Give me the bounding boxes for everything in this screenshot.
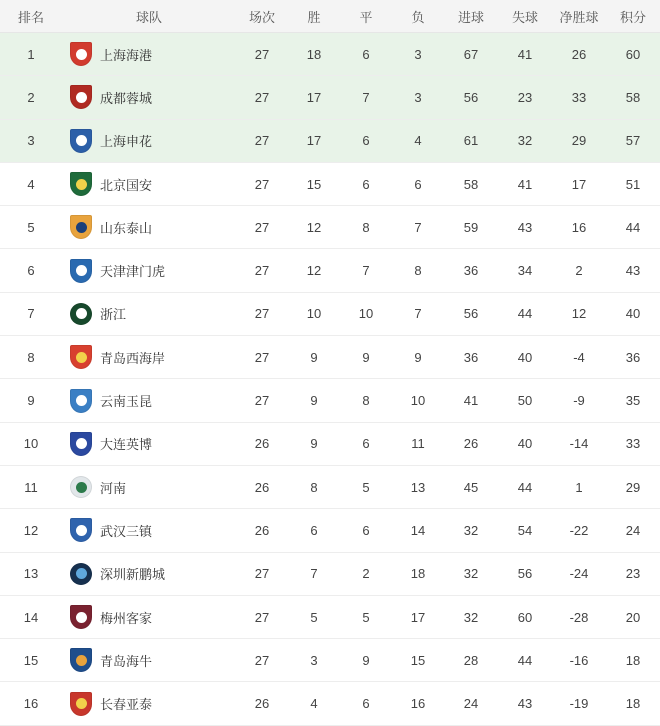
crest-inner-mark bbox=[76, 698, 87, 709]
cell-draw: 5 bbox=[340, 595, 392, 638]
cell-played: 27 bbox=[236, 162, 288, 205]
crest-inner-mark bbox=[76, 482, 87, 493]
cell-win: 4 bbox=[288, 682, 340, 725]
cell-played: 27 bbox=[236, 249, 288, 292]
cell-goals-for: 41 bbox=[444, 379, 498, 422]
cell-draw: 8 bbox=[340, 379, 392, 422]
crest-inner-mark bbox=[76, 308, 87, 319]
team-name: 青岛西海岸 bbox=[100, 350, 166, 366]
cell-goals-against: 44 bbox=[498, 292, 552, 335]
team-name: 云南玉昆 bbox=[100, 394, 153, 410]
table-row[interactable] bbox=[0, 379, 660, 422]
cell-loss: 13 bbox=[392, 465, 444, 508]
cell-goals-against: 56 bbox=[498, 552, 552, 595]
cell-points: 44 bbox=[606, 206, 660, 249]
team-crest-icon bbox=[70, 648, 92, 672]
cell-loss: 8 bbox=[392, 249, 444, 292]
column-header-loss: 负 bbox=[392, 0, 444, 33]
cell-goals-against: 44 bbox=[498, 465, 552, 508]
cell-played: 26 bbox=[236, 509, 288, 552]
cell-loss: 18 bbox=[392, 552, 444, 595]
cell-goals-for: 56 bbox=[444, 292, 498, 335]
team-name: 梅州客家 bbox=[100, 610, 153, 626]
column-header-rank: 排名 bbox=[0, 0, 62, 33]
team-name: 上海申花 bbox=[100, 134, 153, 150]
cell-points: 33 bbox=[606, 422, 660, 465]
team-cell bbox=[62, 389, 236, 413]
cell-points: 36 bbox=[606, 336, 660, 379]
crest-inner-mark bbox=[76, 395, 87, 406]
cell-draw: 5 bbox=[340, 465, 392, 508]
team-cell bbox=[62, 129, 236, 153]
cell-played: 27 bbox=[236, 206, 288, 249]
cell-win: 17 bbox=[288, 76, 340, 119]
cell-rank: 8 bbox=[0, 336, 62, 379]
cell-goals-against: 43 bbox=[498, 682, 552, 725]
cell-points: 24 bbox=[606, 509, 660, 552]
column-header-points: 积分 bbox=[606, 0, 660, 33]
cell-points: 51 bbox=[606, 162, 660, 205]
cell-goals-for: 45 bbox=[444, 465, 498, 508]
table-body bbox=[0, 33, 660, 726]
cell-win: 5 bbox=[288, 595, 340, 638]
cell-win: 9 bbox=[288, 422, 340, 465]
cell-goal-difference: -4 bbox=[552, 336, 606, 379]
cell-rank: 4 bbox=[0, 162, 62, 205]
team-crest-icon bbox=[70, 129, 92, 153]
team-cell bbox=[62, 432, 236, 456]
team-crest-icon bbox=[70, 172, 92, 196]
cell-points: 58 bbox=[606, 76, 660, 119]
cell-loss: 15 bbox=[392, 639, 444, 682]
table-row[interactable] bbox=[0, 509, 660, 552]
cell-goals-against: 40 bbox=[498, 336, 552, 379]
team-cell bbox=[62, 648, 236, 672]
cell-draw: 7 bbox=[340, 76, 392, 119]
team-crest-icon bbox=[70, 85, 92, 109]
team-crest-icon bbox=[70, 432, 92, 456]
cell-goal-difference: 1 bbox=[552, 465, 606, 508]
crest-inner-mark bbox=[76, 438, 87, 449]
cell-played: 27 bbox=[236, 119, 288, 162]
cell-loss: 11 bbox=[392, 422, 444, 465]
table-row[interactable] bbox=[0, 639, 660, 682]
cell-loss: 16 bbox=[392, 682, 444, 725]
cell-points: 43 bbox=[606, 249, 660, 292]
cell-win: 18 bbox=[288, 33, 340, 76]
team-cell bbox=[62, 42, 236, 66]
cell-goal-difference: -16 bbox=[552, 639, 606, 682]
cell-rank: 7 bbox=[0, 292, 62, 335]
cell-points: 18 bbox=[606, 639, 660, 682]
cell-draw: 6 bbox=[340, 119, 392, 162]
cell-points: 35 bbox=[606, 379, 660, 422]
column-header-win: 胜 bbox=[288, 0, 340, 33]
cell-played: 27 bbox=[236, 336, 288, 379]
cell-rank: 1 bbox=[0, 33, 62, 76]
cell-played: 26 bbox=[236, 422, 288, 465]
team-cell bbox=[62, 518, 236, 542]
cell-goal-difference: 2 bbox=[552, 249, 606, 292]
cell-loss: 3 bbox=[392, 76, 444, 119]
cell-rank: 15 bbox=[0, 639, 62, 682]
cell-draw: 2 bbox=[340, 552, 392, 595]
team-cell bbox=[62, 259, 236, 283]
table-row[interactable] bbox=[0, 682, 660, 725]
cell-points: 18 bbox=[606, 682, 660, 725]
column-header-goal-difference: 净胜球 bbox=[552, 0, 606, 33]
team-name: 长春亚泰 bbox=[100, 697, 153, 713]
team-crest-icon bbox=[70, 476, 92, 498]
cell-goal-difference: 29 bbox=[552, 119, 606, 162]
cell-goals-against: 54 bbox=[498, 509, 552, 552]
cell-draw: 6 bbox=[340, 422, 392, 465]
cell-team bbox=[62, 595, 236, 638]
cell-goal-difference: -28 bbox=[552, 595, 606, 638]
crest-inner-mark bbox=[76, 49, 87, 60]
cell-team bbox=[62, 119, 236, 162]
table-row[interactable] bbox=[0, 292, 660, 335]
cell-played: 26 bbox=[236, 465, 288, 508]
team-cell bbox=[62, 85, 236, 109]
cell-win: 17 bbox=[288, 119, 340, 162]
team-name: 天津津门虎 bbox=[100, 264, 166, 280]
cell-team bbox=[62, 552, 236, 595]
cell-loss: 6 bbox=[392, 162, 444, 205]
table-row[interactable] bbox=[0, 162, 660, 205]
team-cell bbox=[62, 303, 236, 325]
cell-team bbox=[62, 465, 236, 508]
team-name: 武汉三镇 bbox=[100, 523, 153, 539]
crest-inner-mark bbox=[76, 222, 87, 233]
team-crest-icon bbox=[70, 345, 92, 369]
cell-points: 23 bbox=[606, 552, 660, 595]
cell-win: 6 bbox=[288, 509, 340, 552]
crest-inner-mark bbox=[76, 612, 87, 623]
team-name: 青岛海牛 bbox=[100, 653, 153, 669]
team-crest-icon bbox=[70, 303, 92, 325]
team-name: 深圳新鹏城 bbox=[100, 567, 166, 583]
team-cell bbox=[62, 605, 236, 629]
cell-points: 57 bbox=[606, 119, 660, 162]
crest-inner-mark bbox=[76, 655, 87, 666]
cell-rank: 9 bbox=[0, 379, 62, 422]
team-crest-icon bbox=[70, 215, 92, 239]
cell-team bbox=[62, 639, 236, 682]
cell-loss: 9 bbox=[392, 336, 444, 379]
cell-goals-for: 61 bbox=[444, 119, 498, 162]
crest-inner-mark bbox=[76, 92, 87, 103]
cell-goals-for: 67 bbox=[444, 33, 498, 76]
cell-rank: 2 bbox=[0, 76, 62, 119]
cell-rank: 13 bbox=[0, 552, 62, 595]
cell-team bbox=[62, 206, 236, 249]
team-name: 浙江 bbox=[100, 307, 127, 323]
cell-draw: 6 bbox=[340, 162, 392, 205]
cell-win: 12 bbox=[288, 249, 340, 292]
cell-goals-for: 36 bbox=[444, 249, 498, 292]
cell-win: 3 bbox=[288, 639, 340, 682]
cell-draw: 6 bbox=[340, 509, 392, 552]
cell-draw: 8 bbox=[340, 206, 392, 249]
cell-team bbox=[62, 509, 236, 552]
cell-played: 27 bbox=[236, 33, 288, 76]
cell-draw: 9 bbox=[340, 336, 392, 379]
table-row[interactable] bbox=[0, 336, 660, 379]
cell-played: 27 bbox=[236, 292, 288, 335]
cell-played: 27 bbox=[236, 76, 288, 119]
crest-inner-mark bbox=[76, 135, 87, 146]
table-row[interactable] bbox=[0, 465, 660, 508]
cell-team bbox=[62, 76, 236, 119]
team-crest-icon bbox=[70, 692, 92, 716]
cell-played: 27 bbox=[236, 379, 288, 422]
cell-win: 10 bbox=[288, 292, 340, 335]
table-row[interactable] bbox=[0, 422, 660, 465]
cell-team bbox=[62, 379, 236, 422]
cell-draw: 7 bbox=[340, 249, 392, 292]
table-row[interactable] bbox=[0, 76, 660, 119]
cell-goals-for: 59 bbox=[444, 206, 498, 249]
cell-goal-difference: 12 bbox=[552, 292, 606, 335]
table-row[interactable] bbox=[0, 552, 660, 595]
cell-goal-difference: -19 bbox=[552, 682, 606, 725]
cell-goals-against: 41 bbox=[498, 162, 552, 205]
team-cell bbox=[62, 172, 236, 196]
cell-team bbox=[62, 33, 236, 76]
team-crest-icon bbox=[70, 259, 92, 283]
team-crest-icon bbox=[70, 605, 92, 629]
team-name: 上海海港 bbox=[100, 47, 153, 63]
team-crest-icon bbox=[70, 389, 92, 413]
crest-inner-mark bbox=[76, 265, 87, 276]
cell-rank: 3 bbox=[0, 119, 62, 162]
team-crest-icon bbox=[70, 518, 92, 542]
cell-goals-against: 32 bbox=[498, 119, 552, 162]
cell-loss: 14 bbox=[392, 509, 444, 552]
team-cell bbox=[62, 476, 236, 498]
cell-win: 8 bbox=[288, 465, 340, 508]
table-row[interactable] bbox=[0, 119, 660, 162]
column-header-draw: 平 bbox=[340, 0, 392, 33]
cell-win: 9 bbox=[288, 336, 340, 379]
cell-loss: 7 bbox=[392, 292, 444, 335]
cell-points: 40 bbox=[606, 292, 660, 335]
cell-goals-against: 23 bbox=[498, 76, 552, 119]
team-crest-icon bbox=[70, 42, 92, 66]
cell-goals-against: 44 bbox=[498, 639, 552, 682]
cell-goals-against: 41 bbox=[498, 33, 552, 76]
cell-rank: 5 bbox=[0, 206, 62, 249]
cell-points: 60 bbox=[606, 33, 660, 76]
cell-goals-for: 26 bbox=[444, 422, 498, 465]
cell-team bbox=[62, 162, 236, 205]
cell-goals-for: 36 bbox=[444, 336, 498, 379]
cell-win: 7 bbox=[288, 552, 340, 595]
cell-goals-for: 32 bbox=[444, 552, 498, 595]
cell-points: 29 bbox=[606, 465, 660, 508]
cell-goal-difference: 17 bbox=[552, 162, 606, 205]
cell-goals-against: 60 bbox=[498, 595, 552, 638]
team-cell bbox=[62, 215, 236, 239]
cell-draw: 10 bbox=[340, 292, 392, 335]
cell-win: 12 bbox=[288, 206, 340, 249]
cell-draw: 9 bbox=[340, 639, 392, 682]
cell-loss: 3 bbox=[392, 33, 444, 76]
cell-played: 27 bbox=[236, 552, 288, 595]
cell-rank: 12 bbox=[0, 509, 62, 552]
cell-goal-difference: 16 bbox=[552, 206, 606, 249]
table-row[interactable] bbox=[0, 249, 660, 292]
cell-played: 27 bbox=[236, 639, 288, 682]
team-name: 北京国安 bbox=[100, 177, 153, 193]
cell-team bbox=[62, 249, 236, 292]
cell-goal-difference: -9 bbox=[552, 379, 606, 422]
table-row[interactable] bbox=[0, 206, 660, 249]
crest-inner-mark bbox=[76, 179, 87, 190]
cell-rank: 10 bbox=[0, 422, 62, 465]
header-row bbox=[0, 0, 660, 33]
cell-goals-for: 24 bbox=[444, 682, 498, 725]
cell-played: 27 bbox=[236, 595, 288, 638]
cell-goal-difference: 26 bbox=[552, 33, 606, 76]
cell-loss: 7 bbox=[392, 206, 444, 249]
cell-goals-for: 58 bbox=[444, 162, 498, 205]
cell-goals-against: 34 bbox=[498, 249, 552, 292]
cell-loss: 10 bbox=[392, 379, 444, 422]
crest-inner-mark bbox=[76, 352, 87, 363]
team-crest-icon bbox=[70, 563, 92, 585]
cell-rank: 11 bbox=[0, 465, 62, 508]
crest-inner-mark bbox=[76, 568, 87, 579]
column-header-goals-against: 失球 bbox=[498, 0, 552, 33]
table-row[interactable] bbox=[0, 33, 660, 76]
column-header-goals-for: 进球 bbox=[444, 0, 498, 33]
cell-rank: 14 bbox=[0, 595, 62, 638]
cell-goals-for: 28 bbox=[444, 639, 498, 682]
cell-goals-against: 43 bbox=[498, 206, 552, 249]
cell-rank: 16 bbox=[0, 682, 62, 725]
cell-points: 20 bbox=[606, 595, 660, 638]
crest-inner-mark bbox=[76, 525, 87, 536]
cell-goal-difference: -22 bbox=[552, 509, 606, 552]
cell-loss: 17 bbox=[392, 595, 444, 638]
cell-goals-for: 32 bbox=[444, 595, 498, 638]
team-name: 河南 bbox=[100, 480, 127, 496]
cell-draw: 6 bbox=[340, 33, 392, 76]
team-name: 山东泰山 bbox=[100, 220, 153, 236]
cell-goal-difference: -24 bbox=[552, 552, 606, 595]
team-name: 大连英博 bbox=[100, 437, 153, 453]
table-row[interactable] bbox=[0, 595, 660, 638]
cell-goals-for: 32 bbox=[444, 509, 498, 552]
cell-goals-against: 40 bbox=[498, 422, 552, 465]
cell-team bbox=[62, 422, 236, 465]
team-cell bbox=[62, 692, 236, 716]
team-name: 成都蓉城 bbox=[100, 90, 153, 106]
cell-played: 26 bbox=[236, 682, 288, 725]
team-cell bbox=[62, 345, 236, 369]
cell-goal-difference: -14 bbox=[552, 422, 606, 465]
column-header-played: 场次 bbox=[236, 0, 288, 33]
cell-draw: 6 bbox=[340, 682, 392, 725]
cell-rank: 6 bbox=[0, 249, 62, 292]
cell-team bbox=[62, 292, 236, 335]
table-header bbox=[0, 0, 660, 33]
cell-goals-for: 56 bbox=[444, 76, 498, 119]
column-header-team: 球队 bbox=[62, 0, 236, 33]
cell-goals-against: 50 bbox=[498, 379, 552, 422]
cell-win: 9 bbox=[288, 379, 340, 422]
cell-team bbox=[62, 336, 236, 379]
team-cell bbox=[62, 563, 236, 585]
cell-goal-difference: 33 bbox=[552, 76, 606, 119]
cell-win: 15 bbox=[288, 162, 340, 205]
cell-team bbox=[62, 682, 236, 725]
cell-loss: 4 bbox=[392, 119, 444, 162]
